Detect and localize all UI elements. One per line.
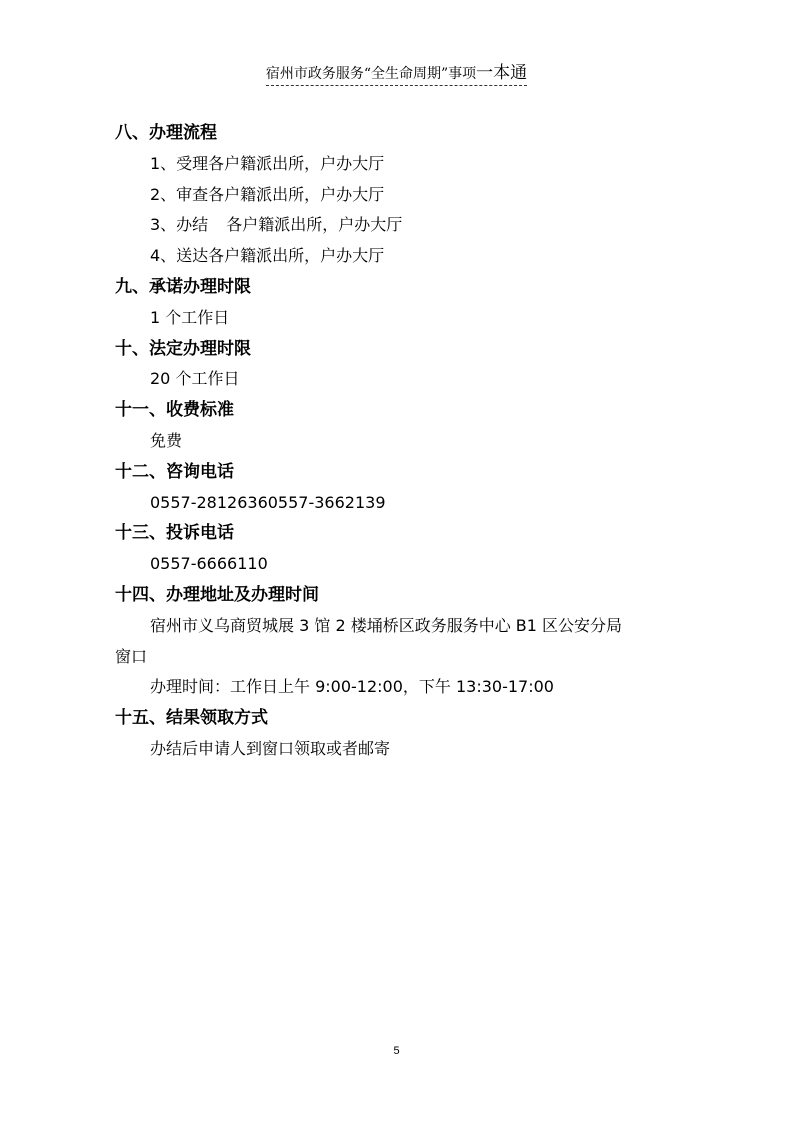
- section-heading-consult-phone: 十二、咨询电话: [115, 461, 234, 482]
- legal-time-value: 20 个工作日: [150, 369, 240, 389]
- section-heading-legal-time: 十、法定办理时限: [115, 338, 251, 359]
- page-header: [0, 58, 793, 86]
- consult-phone-value: 0557-28126360557-3662139: [150, 492, 386, 512]
- page-number: 5: [393, 1045, 400, 1057]
- complaint-phone-value: 0557-6666110: [150, 554, 268, 574]
- process-step-3-location: 各户籍派出所，户办大厅: [226, 215, 403, 235]
- section-heading-result-pickup: 十五、结果领取方式: [115, 708, 268, 729]
- office-hours: 办理时间：工作日上午 9:00-12:00，下午 13:30-17:00: [150, 677, 554, 697]
- promised-time-value: 1 个工作日: [150, 307, 230, 327]
- process-step-3-label: 3、办结: [150, 215, 209, 235]
- section-heading-address-hours: 十四、办理地址及办理时间: [115, 584, 319, 605]
- document-body: [115, 118, 715, 765]
- section-heading-complaint-phone: 十三、投诉电话: [115, 523, 234, 544]
- header-title-big: 一本通: [476, 63, 528, 83]
- address-line-1: 宿州市义乌商贸城展 3 馆 2 楼埇桥区政务服务中心 B1 区公安分局: [150, 615, 623, 635]
- fees-value: 免费: [150, 430, 183, 450]
- address-line-2: 窗口: [115, 646, 148, 666]
- section-heading-process: 八、办理流程: [115, 123, 217, 143]
- process-step-1: 1、受理各户籍派出所，户办大厅: [150, 153, 385, 173]
- process-step-4: 4、送达各户籍派出所，户办大厅: [150, 246, 385, 266]
- section-heading-fees: 十一、收费标准: [115, 400, 234, 421]
- header-title-small: 宿州市政务服务“全生命周期”事项: [265, 66, 477, 82]
- process-step-3: [115, 210, 715, 241]
- process-step-2: 2、审查各户籍派出所，户办大厅: [150, 184, 385, 204]
- section-heading-promised-time: 九、承诺办理时限: [115, 276, 251, 297]
- result-pickup-value: 办结后申请人到窗口领取或者邮寄: [150, 738, 391, 758]
- header-title: [266, 58, 527, 86]
